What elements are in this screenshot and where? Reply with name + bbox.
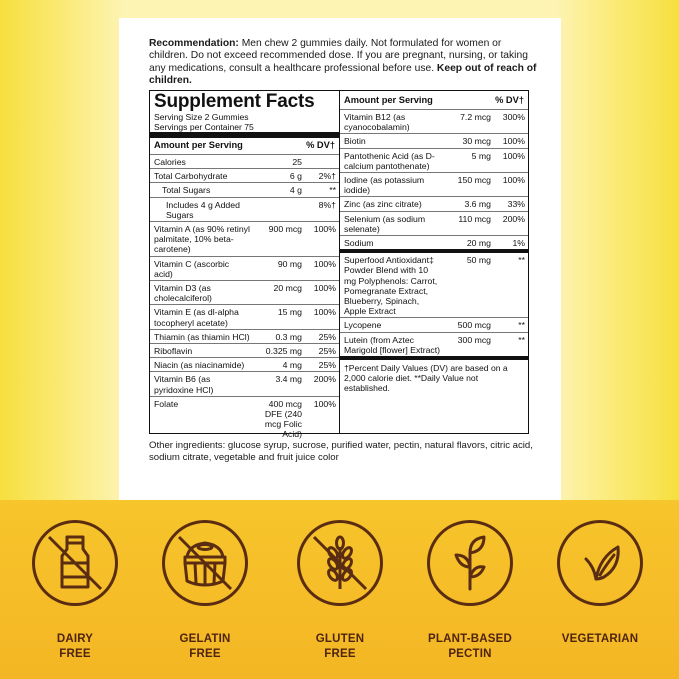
nutrient-row <box>340 249 528 317</box>
supplement-facts-table <box>149 90 529 440</box>
nutrient-dv: 2%† <box>318 171 336 182</box>
badge-line1: VEGETARIAN <box>561 633 639 645</box>
nutrient-row <box>340 172 528 196</box>
badge-line1: DAIRY <box>56 633 94 645</box>
nutrient-amount: 110 mcg <box>458 213 491 224</box>
nutrient-dv: 25% <box>318 360 336 371</box>
nutrient-row <box>150 329 339 343</box>
nutrient-dv: ** <box>329 185 336 196</box>
nutrient-dv: ** <box>518 320 525 331</box>
facts-header-right <box>340 91 528 109</box>
nutrient-row <box>150 168 339 182</box>
nutrient-name: Lutein (from Aztec Marigold [flower] Extract) <box>344 334 441 355</box>
badge-circle <box>427 520 513 606</box>
nutrient-amount: 500 mcg <box>457 320 491 331</box>
facts-header-left <box>150 138 339 154</box>
nutrient-row <box>340 109 528 133</box>
nutrient-name: Vitamin B12 (as cyanocobalamin) <box>344 112 410 133</box>
header-dv: % DV† <box>495 95 524 105</box>
header-amount: Amount per Serving <box>154 140 243 150</box>
badge-circle <box>32 520 118 606</box>
nutrient-amount: 20 mg <box>466 238 491 249</box>
nutrient-amount: 6 g <box>289 171 302 182</box>
nutrient-amount: 4 g <box>289 185 302 196</box>
nutrient-name: Vitamin B6 (as pyridoxine HCl) <box>154 374 214 395</box>
nutrient-name: Pantothenic Acid (as D-calcium pantothenate) <box>344 150 435 171</box>
nutrient-row <box>150 182 339 196</box>
nutrient-amount <box>252 200 302 220</box>
badge-vegetarian <box>550 520 650 647</box>
badge-label <box>420 632 520 662</box>
nutrient-name: Calories <box>154 157 186 167</box>
nutrient-amount: 300 mcg <box>457 334 491 345</box>
dairy-free-icon <box>35 523 115 603</box>
other-ingredients: Other ingredients: glucose syrup, sucrose, purified water, pectin, natural flavors, citric acid, sodium citrate, vegetable and fruit juice color <box>149 440 533 463</box>
nutrient-row <box>150 304 339 328</box>
nutrient-dv: ** <box>518 334 525 345</box>
nutrient-name: Sodium <box>344 238 374 249</box>
nutrient-dv: 200% <box>313 374 336 385</box>
nutrient-row <box>150 396 339 441</box>
nutrient-name: Vitamin C (ascorbic acid) <box>154 258 230 279</box>
nutrient-row <box>340 235 528 249</box>
vegetarian-leaf-icon <box>560 523 640 603</box>
nutrient-name: Selenium (as sodium selenate) <box>344 213 426 234</box>
nutrient-amount: 90 mg <box>277 258 302 269</box>
nutrient-name: Vitamin A (as 90% retinyl palmitate, 10% beta-carotene) <box>154 224 250 255</box>
nutrient-name: Zinc (as zinc citrate) <box>344 199 422 210</box>
nutrient-name: Riboflavin <box>154 346 193 357</box>
badge-dairy-free <box>25 520 125 662</box>
facts-left-column <box>150 91 339 441</box>
nutrient-row <box>150 371 339 395</box>
nutrient-dv: 25% <box>318 331 336 342</box>
badge-gluten-free <box>290 520 390 662</box>
nutrient-name: Folate <box>154 398 179 409</box>
nutrient-amount: 150 mcg <box>457 175 491 186</box>
nutrient-dv: 33% <box>507 199 525 210</box>
badge-line1: GELATIN <box>179 633 231 645</box>
badge-line1: PLANT-BASED <box>428 633 512 645</box>
nutrient-row <box>150 343 339 357</box>
badge-line2: FREE <box>59 648 91 660</box>
nutrient-name: Total Sugars <box>162 185 211 196</box>
nutrient-dv: 8%† <box>318 199 336 210</box>
badge-gelatin-free <box>155 520 255 662</box>
badge-line2: PECTIN <box>448 648 492 660</box>
nutrient-amount: 0.3 mg <box>275 331 302 342</box>
nutrient-amount: 7.2 mcg <box>460 112 491 122</box>
badge-plant-based-pectin <box>420 520 520 662</box>
badge-line2: FREE <box>189 648 221 660</box>
nutrient-row <box>150 357 339 371</box>
nutrient-dv: 100% <box>502 150 525 161</box>
facts-right-column <box>340 91 528 397</box>
nutrient-row <box>150 154 339 168</box>
nutrient-row <box>150 197 339 221</box>
nutrient-row <box>340 317 528 331</box>
nutrient-name: Iodine (as potassium iodide) <box>344 175 425 196</box>
nutrient-amount: 25 <box>292 157 302 167</box>
plant-based-icon <box>430 523 510 603</box>
badge-line2: FREE <box>324 648 356 660</box>
nutrient-amount: 3.4 mg <box>275 374 302 385</box>
nutrient-dv: ** <box>518 255 525 266</box>
nutrient-amount: 3.6 mg <box>464 199 491 210</box>
nutrient-dv: 1% <box>512 238 525 249</box>
nutrient-amount: 0.325 mg <box>265 346 302 357</box>
facts-title: Supplement Facts <box>154 91 315 112</box>
nutrient-dv: 100% <box>313 258 336 269</box>
nutrient-row <box>150 256 339 280</box>
nutrient-amount: 4 mg <box>282 360 302 371</box>
nutrient-dv: 300% <box>502 112 525 122</box>
badge-circle <box>162 520 248 606</box>
nutrient-amount: 5 mg <box>471 150 491 161</box>
header-amount: Amount per Serving <box>344 95 433 105</box>
nutrient-name: Vitamin D3 (as cholecalciferol) <box>154 283 212 304</box>
nutrient-dv: 100% <box>313 398 336 409</box>
badge-label <box>155 632 255 662</box>
nutrient-name: Includes 4 g Added Sugars <box>166 199 240 220</box>
nutrient-amount: 20 mcg <box>273 283 302 294</box>
nutrient-amount: 15 mg <box>277 307 302 318</box>
nutrient-dv: 200% <box>502 213 525 224</box>
nutrient-amount: 50 mg <box>466 255 491 266</box>
nutrient-row <box>150 280 339 304</box>
dv-footnote: †Percent Daily Values (DV) are based on a 2,000 calorie diet. **Daily Value not established. <box>340 356 528 397</box>
nutrient-dv: 25% <box>318 346 336 357</box>
header-dv: % DV† <box>306 140 335 150</box>
gelatin-free-icon <box>165 523 245 603</box>
badge-line1: GLUTEN <box>315 633 365 645</box>
badge-circle <box>557 520 643 606</box>
nutrient-name: Thiamin (as thiamin HCl) <box>154 331 250 342</box>
nutrient-name: Lycopene <box>344 320 382 331</box>
serving-size: Serving Size 2 Gummies <box>154 112 249 122</box>
nutrient-dv: 100% <box>313 224 336 235</box>
nutrient-name: Total Carbohydrate <box>154 171 228 182</box>
nutrient-row <box>150 221 339 256</box>
nutrient-amount: 900 mcg <box>268 224 302 235</box>
badge-label <box>550 632 650 647</box>
nutrient-name: Biotin <box>344 136 366 147</box>
servings-per-container: Servings per Container 75 <box>154 122 254 132</box>
nutrient-amount: 400 mcg DFE (240 mcg Folic Acid) <box>264 398 302 440</box>
nutrient-dv: 100% <box>313 283 336 294</box>
nutrient-row <box>340 133 528 147</box>
nutrient-amount: 30 mcg <box>462 136 491 147</box>
nutrient-dv: 100% <box>502 175 525 186</box>
nutrient-dv <box>302 157 336 167</box>
badge-label <box>290 632 390 662</box>
badge-circle <box>297 520 383 606</box>
nutrient-row <box>340 148 528 172</box>
nutrient-dv: 100% <box>502 136 525 147</box>
nutrient-row <box>340 211 528 235</box>
gluten-free-icon <box>300 523 380 603</box>
badge-label <box>25 632 125 662</box>
nutrient-row <box>340 196 528 210</box>
recommendation-text: Recommendation: Men chew 2 gummies daily. Not formulated for women or children. Do not exceed recommended dose. If you are pregnant, nursing, or taking any medications, consult a healthcare professional before use. Keep out of reach of children. <box>149 38 537 87</box>
nutrient-dv: 100% <box>313 307 336 318</box>
nutrient-name: Superfood Antioxidant‡ Powder Blend with 10 mg Polyphenols: Carrot, Pomegranate Extract, Blueberry, Spinach, Apple Extract <box>344 255 438 317</box>
nutrient-name: Vitamin E (as dl-alpha tocopheryl acetate) <box>154 307 239 328</box>
nutrient-row <box>340 332 528 356</box>
nutrient-name: Niacin (as niacinamide) <box>154 360 245 371</box>
